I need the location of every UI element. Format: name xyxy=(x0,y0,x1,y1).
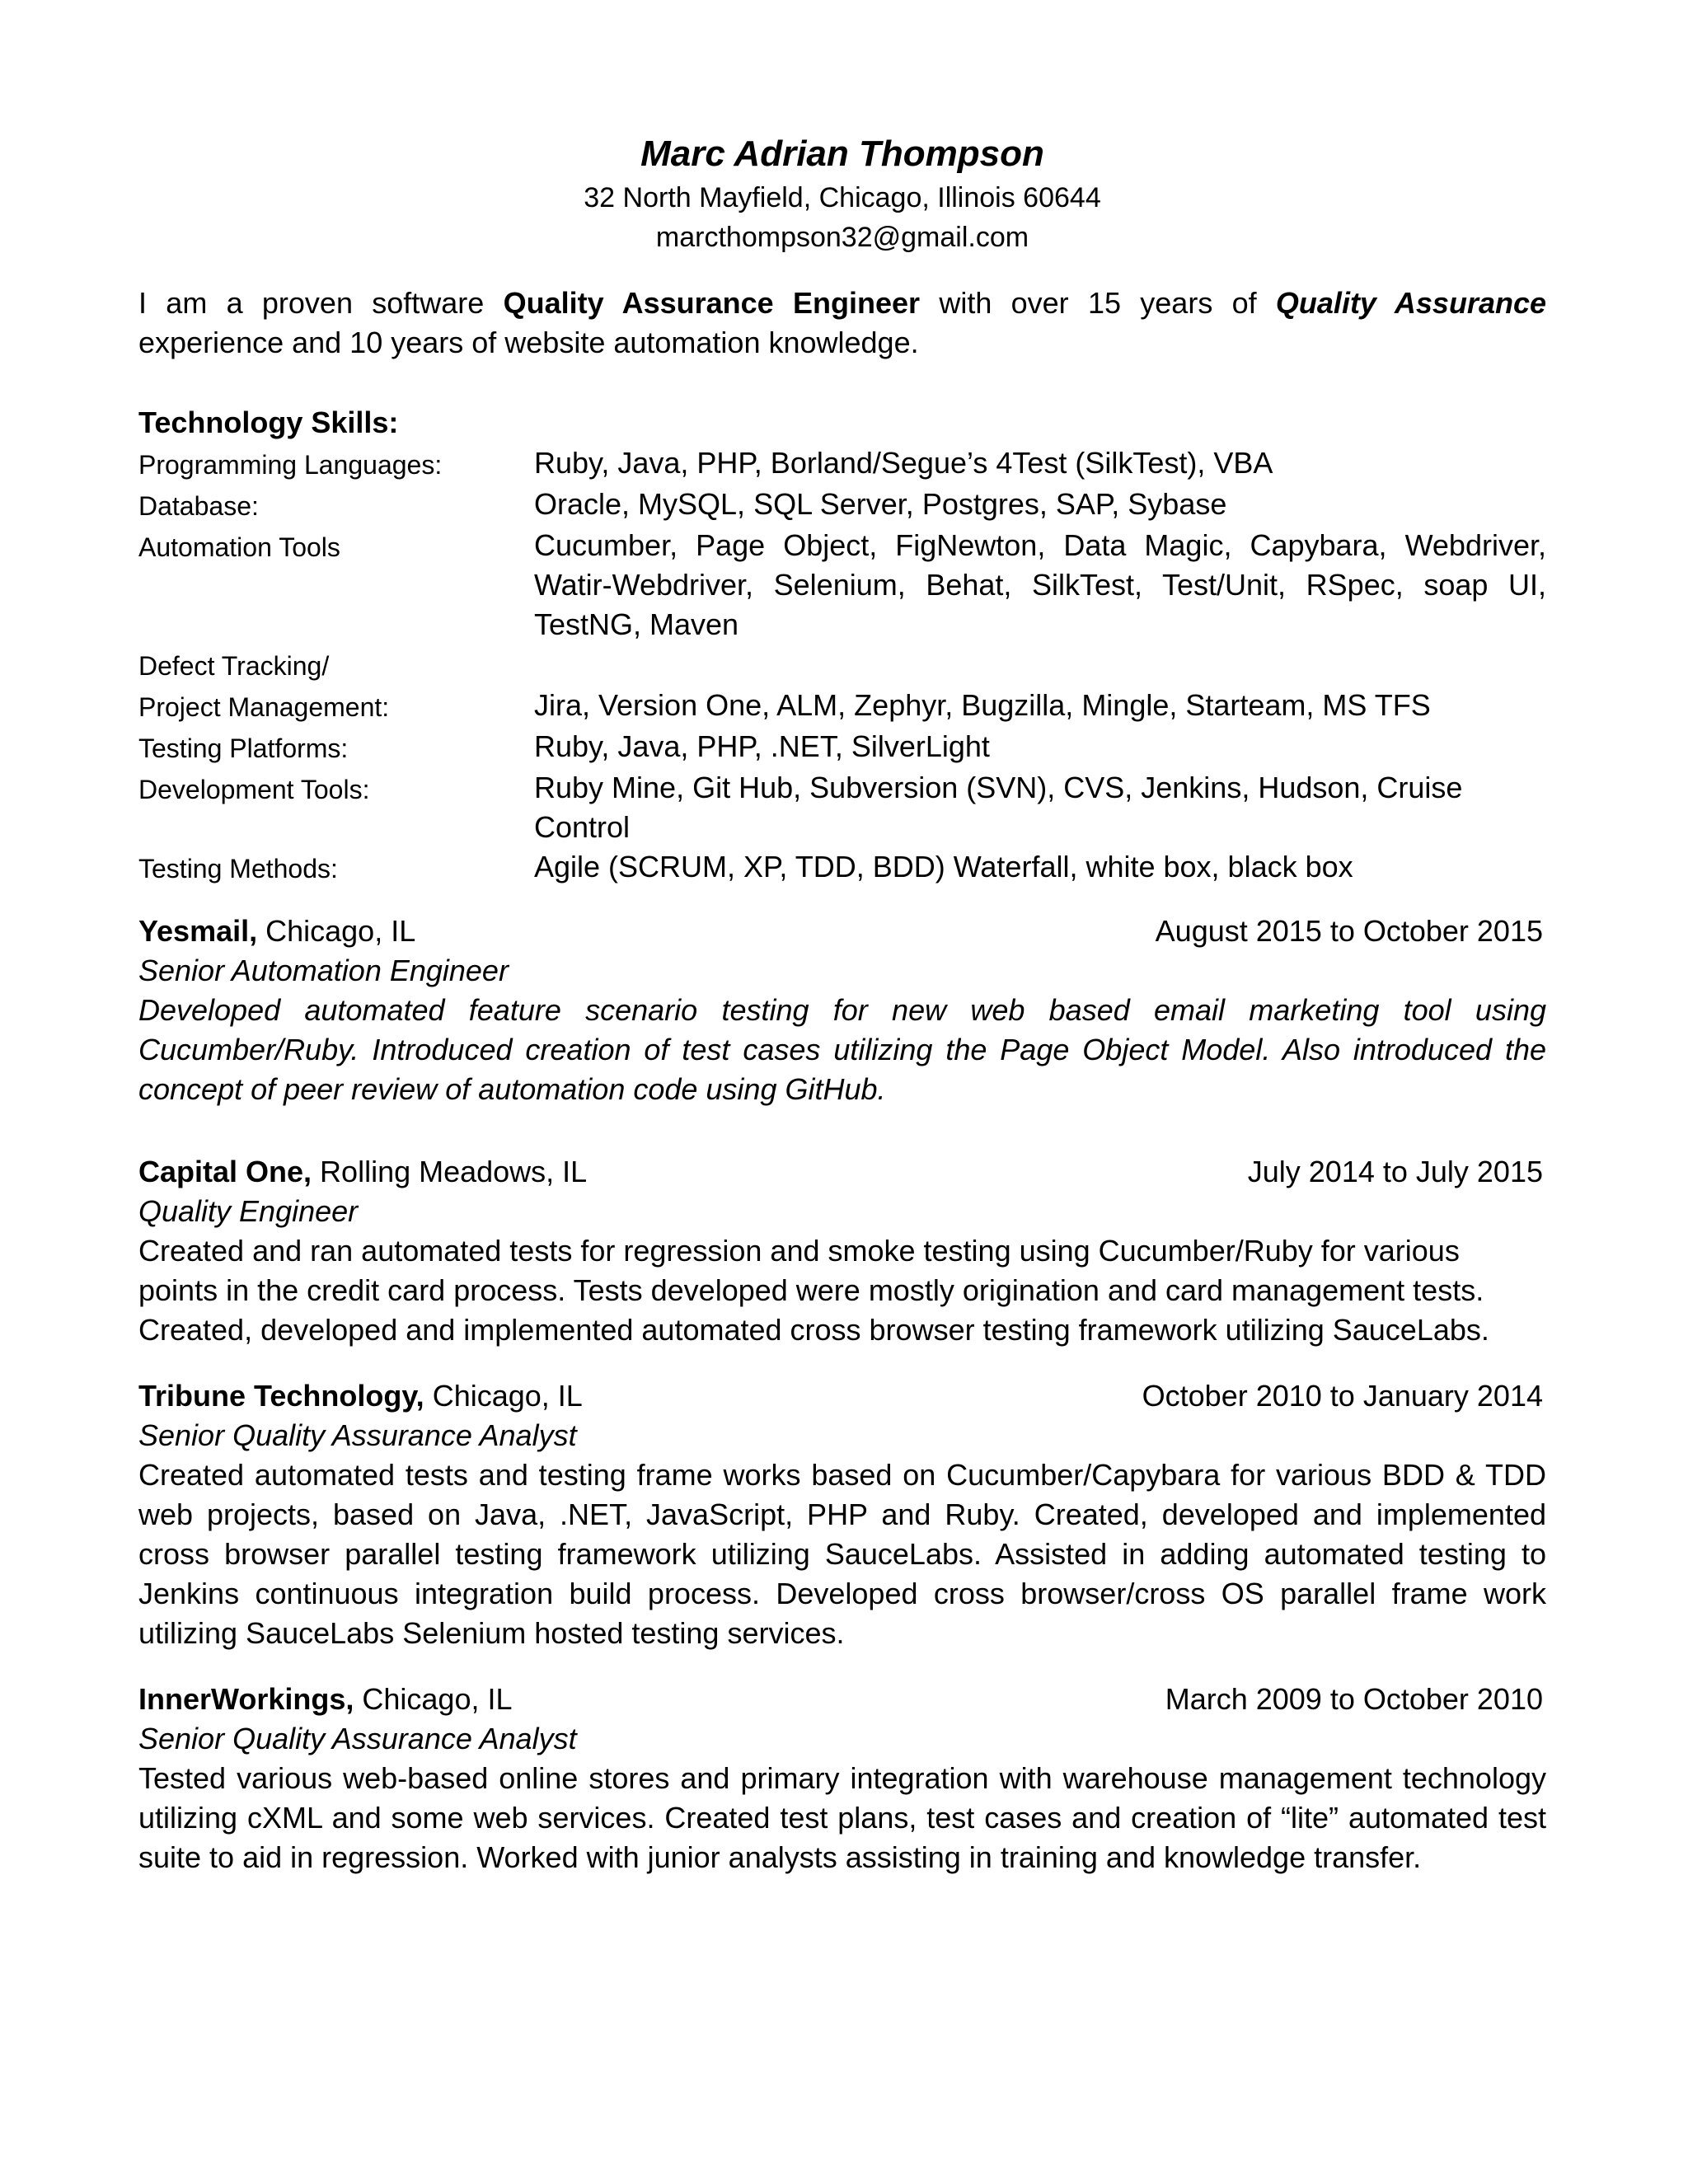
address: 32 North Mayfield, Chicago, Illinois 60644 xyxy=(584,182,1101,213)
skill-row xyxy=(138,443,1546,485)
candidate-name: Marc Adrian Thompson xyxy=(640,134,1044,174)
job-description: Developed automated feature scenario testing for new web based email marketing tool using Cucumber/Ruby. Introduced creation of test cases utilizing the Page Object Model. Also introduced the concept of peer review of automation code using GitHub. xyxy=(138,993,1546,1106)
skill-row xyxy=(138,644,1546,686)
skill-label: Testing Methods: xyxy=(138,854,338,883)
skill-row xyxy=(138,727,1546,768)
skills-title: Technology Skills: xyxy=(138,405,399,439)
job-location: Chicago, IL xyxy=(257,914,416,948)
job-location: Rolling Meadows, IL xyxy=(312,1155,588,1188)
job-company: Yesmail, xyxy=(138,914,258,948)
job-role: Senior Quality Assurance Analyst xyxy=(138,1722,577,1755)
email: marcthompson32@gmail.com xyxy=(655,222,1029,253)
skill-row xyxy=(138,526,1546,644)
summary-bold-italic: Quality Assurance xyxy=(1275,286,1546,320)
skill-row xyxy=(138,847,1546,888)
skill-label: Automation Tools xyxy=(138,532,340,562)
job-capital-one xyxy=(138,1152,1546,1350)
summary-text-1: I am a proven software xyxy=(138,286,504,320)
skill-label: Testing Platforms: xyxy=(138,733,349,763)
resume-header xyxy=(138,130,1546,257)
job-description-line: Created and ran automated tests for regression and smoke testing using Cucumber/Ruby for various xyxy=(138,1234,1460,1268)
job-description-line: Created, developed and implemented automated cross browser testing framework utilizing SauceLabs. xyxy=(138,1313,1489,1347)
job-dates: October 2010 to January 2014 xyxy=(1142,1379,1543,1413)
skill-label: Development Tools: xyxy=(138,775,370,804)
skill-value: Ruby Mine, Git Hub, Subversion (SVN), CVS, Jenkins, Hudson, Cruise Control xyxy=(534,771,1463,844)
job-yesmail xyxy=(138,912,1546,1109)
skill-value: Agile (SCRUM, XP, TDD, BDD) Waterfall, white box, black box xyxy=(534,850,1353,883)
job-header xyxy=(138,1152,1546,1192)
summary-text-3: experience and 10 years of website automation knowledge. xyxy=(138,326,919,359)
skills-table xyxy=(138,443,1546,888)
job-company: Tribune Technology, xyxy=(138,1379,424,1413)
job-role: Quality Engineer xyxy=(138,1194,359,1228)
summary-bold-title: Quality Assurance Engineer xyxy=(503,286,921,320)
summary-text-2: with over 15 years of xyxy=(920,286,1276,320)
job-dates: August 2015 to October 2015 xyxy=(1155,914,1543,948)
job-employer xyxy=(138,1152,587,1192)
job-description xyxy=(138,1231,1546,1350)
job-innerworkings xyxy=(138,1680,1546,1877)
job-description-line: points in the credit card process. Tests developed were mostly origination and card management tests. xyxy=(138,1273,1484,1307)
job-header xyxy=(138,1680,1546,1719)
job-location: Chicago, IL xyxy=(354,1682,513,1716)
job-company: InnerWorkings, xyxy=(138,1682,354,1716)
job-company: Capital One, xyxy=(138,1155,312,1188)
skill-value: Oracle, MySQL, SQL Server, Postgres, SAP, Sybase xyxy=(534,487,1227,521)
job-role: Senior Quality Assurance Analyst xyxy=(138,1418,577,1452)
job-location: Chicago, IL xyxy=(424,1379,583,1413)
skill-row xyxy=(138,485,1546,526)
job-employer xyxy=(138,912,415,951)
skill-row xyxy=(138,686,1546,727)
job-employer xyxy=(138,1376,583,1416)
skill-label: Project Management: xyxy=(138,692,390,722)
job-header xyxy=(138,912,1546,951)
skill-value: Cucumber, Page Object, FigNewton, Data Magic, Capybara, Webdriver, Watir-Webdriver, Selenium, Behat, SilkTest, Test/Unit, RSpec, soap UI, TestNG, Maven xyxy=(534,528,1546,641)
skill-value: Ruby, Java, PHP, Borland/Segue’s 4Test (SilkTest), VBA xyxy=(534,446,1273,480)
job-description: Created automated tests and testing frame works based on Cucumber/Capybara for various BDD & TDD web projects, based on Java, .NET, JavaScript, PHP and Ruby. Created, developed and implemented cross browser parallel testing framework utilizing SauceLabs. Assisted in adding automated testing to Jenkins continuous integration build process. Developed cross browser/cross OS parallel frame work utilizing SauceLabs Selenium hosted testing services. xyxy=(138,1458,1546,1650)
job-header xyxy=(138,1376,1546,1416)
job-dates: March 2009 to October 2010 xyxy=(1165,1682,1543,1716)
skill-row xyxy=(138,768,1546,847)
skill-value: Ruby, Java, PHP, .NET, SilverLight xyxy=(534,729,990,763)
job-role: Senior Automation Engineer xyxy=(138,954,509,987)
summary-paragraph xyxy=(138,284,1546,363)
job-dates: July 2014 to July 2015 xyxy=(1247,1155,1543,1188)
job-tribune xyxy=(138,1376,1546,1653)
job-description: Tested various web-based online stores and primary integration with warehouse management technology utilizing cXML and some web services. Created test plans, test cases and creation of “lite” automated test suite to aid in regression. Worked with junior analysts assisting in training and knowledge transfer. xyxy=(138,1761,1546,1874)
skill-label: Defect Tracking/ xyxy=(138,651,330,681)
skill-label: Programming Languages: xyxy=(138,450,443,480)
skill-label: Database: xyxy=(138,491,259,521)
skill-value: Jira, Version One, ALM, Zephyr, Bugzilla, Mingle, Starteam, MS TFS xyxy=(534,688,1431,722)
job-employer xyxy=(138,1680,513,1719)
